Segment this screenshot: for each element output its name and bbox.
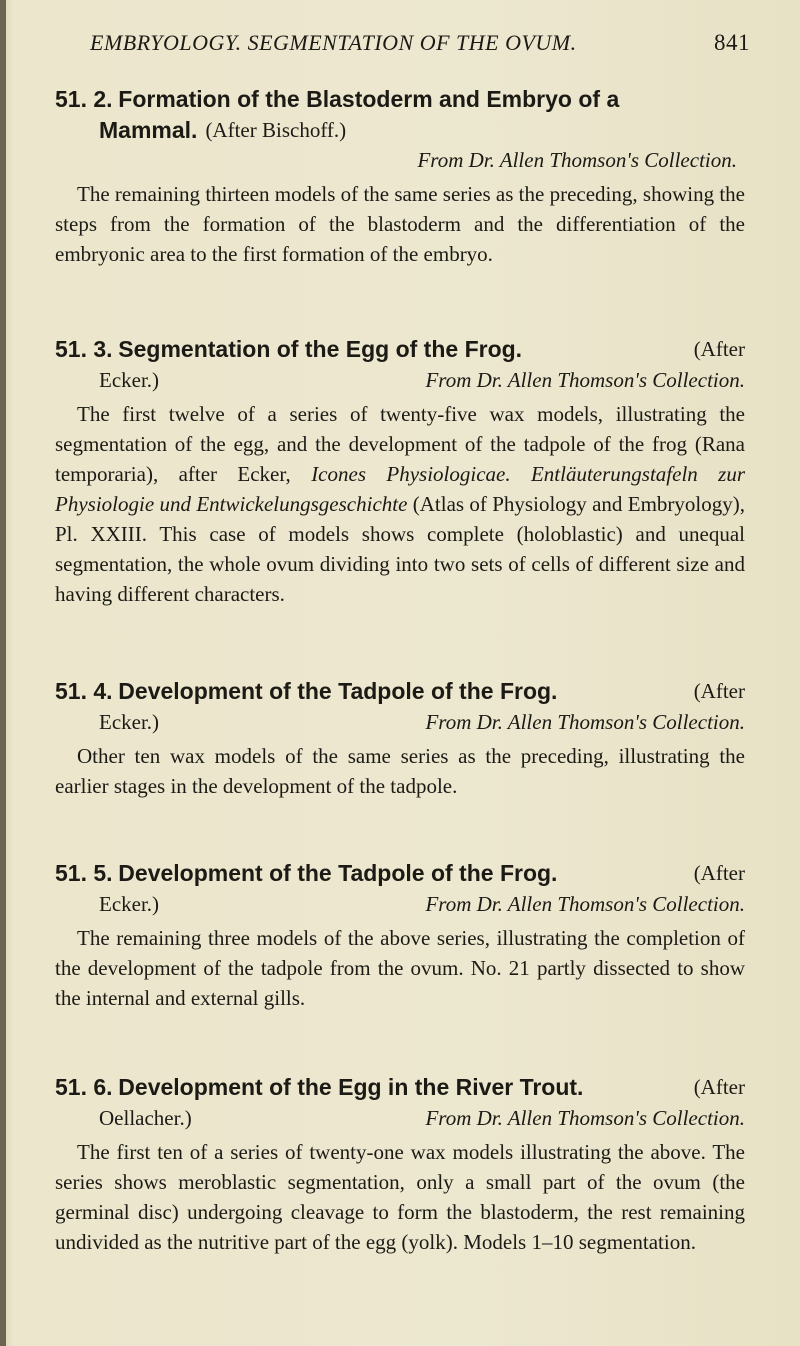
entry-body: The first ten of a series of twenty-one wax models illustrating the above. The series shows meroblastic segmentation, only a small part of the ovum (the germinal disc) undergoing cleavage to form the blastoderm, the rest remaining undivided as the nutritive part of the egg (yolk). Models 1–10 segmentation. — [55, 1140, 745, 1254]
entry-number: 51. 3. — [55, 336, 113, 362]
entry-title-cont: Mammal. — [99, 117, 198, 143]
entry-collection: From Dr. Allen Thomson's Collection. — [425, 892, 745, 916]
entry-after-cont: Ecker.) — [99, 368, 160, 392]
entry-body: The remaining three models of the above series, illustrating the completion of the development of the tadpole from the ovum. No. 21 partly dissected to show the internal and external gills. — [55, 926, 745, 1010]
entry-heading-line-2 — [55, 115, 745, 145]
page-number: 841 — [714, 30, 750, 55]
entry-heading-line-2 — [55, 365, 745, 395]
entry-title: Development of the Tadpole of the Frog. — [118, 860, 558, 886]
page-spine-edge — [0, 0, 6, 1346]
entry-51-2 — [55, 84, 745, 269]
entry-collection-line — [55, 145, 745, 175]
entry-body: The remaining thirteen models of the same series as the preceding, showing the steps from the formation of the blastoderm and the differentiation of the embryonic area to the first formation of the embryo. — [55, 182, 745, 266]
entry-number: 51. 5. — [55, 860, 113, 886]
entry-heading-line-2 — [55, 889, 745, 919]
entry-body — [55, 399, 745, 609]
entry-title: Formation of the Blastoderm and Embryo of a — [118, 86, 620, 112]
entry-after-cont: Oellacher.) — [99, 1106, 192, 1130]
entry-heading — [55, 334, 745, 365]
entry-body-part-2: (Atlas of Physiology and Embryology), Pl. XXIII. This case of models shows complete (holoblastic) and unequal segmentation, the whole ovum dividing into two sets of cells of different size and having different characters. — [55, 492, 746, 606]
entry-heading-line-2 — [55, 707, 745, 737]
entry-collection: From Dr. Allen Thomson's Collection. — [425, 1106, 745, 1130]
entry-collection: From Dr. Allen Thomson's Collection. — [417, 148, 737, 172]
entry-number: 51. 2. — [55, 86, 113, 112]
entry-heading — [55, 84, 745, 115]
running-head — [90, 30, 750, 56]
entry-title: Development of the Tadpole of the Frog. — [118, 678, 558, 704]
entry-after-cont: Ecker.) — [99, 892, 160, 916]
entry-51-4 — [55, 676, 745, 801]
entry-number: 51. 4. — [55, 678, 113, 704]
entry-after-cont: Ecker.) — [99, 710, 160, 734]
entry-after: (After — [693, 861, 745, 885]
entry-heading — [55, 1072, 745, 1103]
entry-after: (After Bischoff.) — [205, 118, 347, 142]
entry-collection: From Dr. Allen Thomson's Collection. — [425, 368, 745, 392]
entry-heading — [55, 858, 745, 889]
entry-number: 51. 6. — [55, 1074, 113, 1100]
entry-51-6 — [55, 1072, 745, 1257]
entry-heading — [55, 676, 745, 707]
entry-after: (After — [693, 1075, 745, 1099]
running-head-title: EMBRYOLOGY. SEGMENTATION OF THE OVUM. — [90, 30, 577, 55]
entry-body: Other ten wax models of the same series as the preceding, illustrating the earlier stages in the development of the tadpole. — [55, 744, 745, 798]
entry-heading-line-2 — [55, 1103, 745, 1133]
entry-after: (After — [693, 337, 745, 361]
entry-body-part-1: The first twelve of a series of twenty-five wax models, illustrating the segmentation of the egg, and the development of the tadpole of the frog (Rana temporaria), after Ecker, — [55, 402, 745, 486]
entry-title: Development of the Egg in the River Trout. — [118, 1074, 584, 1100]
entry-51-5 — [55, 858, 745, 1013]
entry-title: Segmentation of the Egg of the Frog. — [118, 336, 523, 362]
entry-51-3 — [55, 334, 745, 609]
entry-collection: From Dr. Allen Thomson's Collection. — [425, 710, 745, 734]
entry-after: (After — [693, 679, 745, 703]
entry-body-italic: Icones Physiologicae. Entläuterungstafeln zur Physiologie und Entwickelungsgeschichte — [55, 462, 746, 516]
